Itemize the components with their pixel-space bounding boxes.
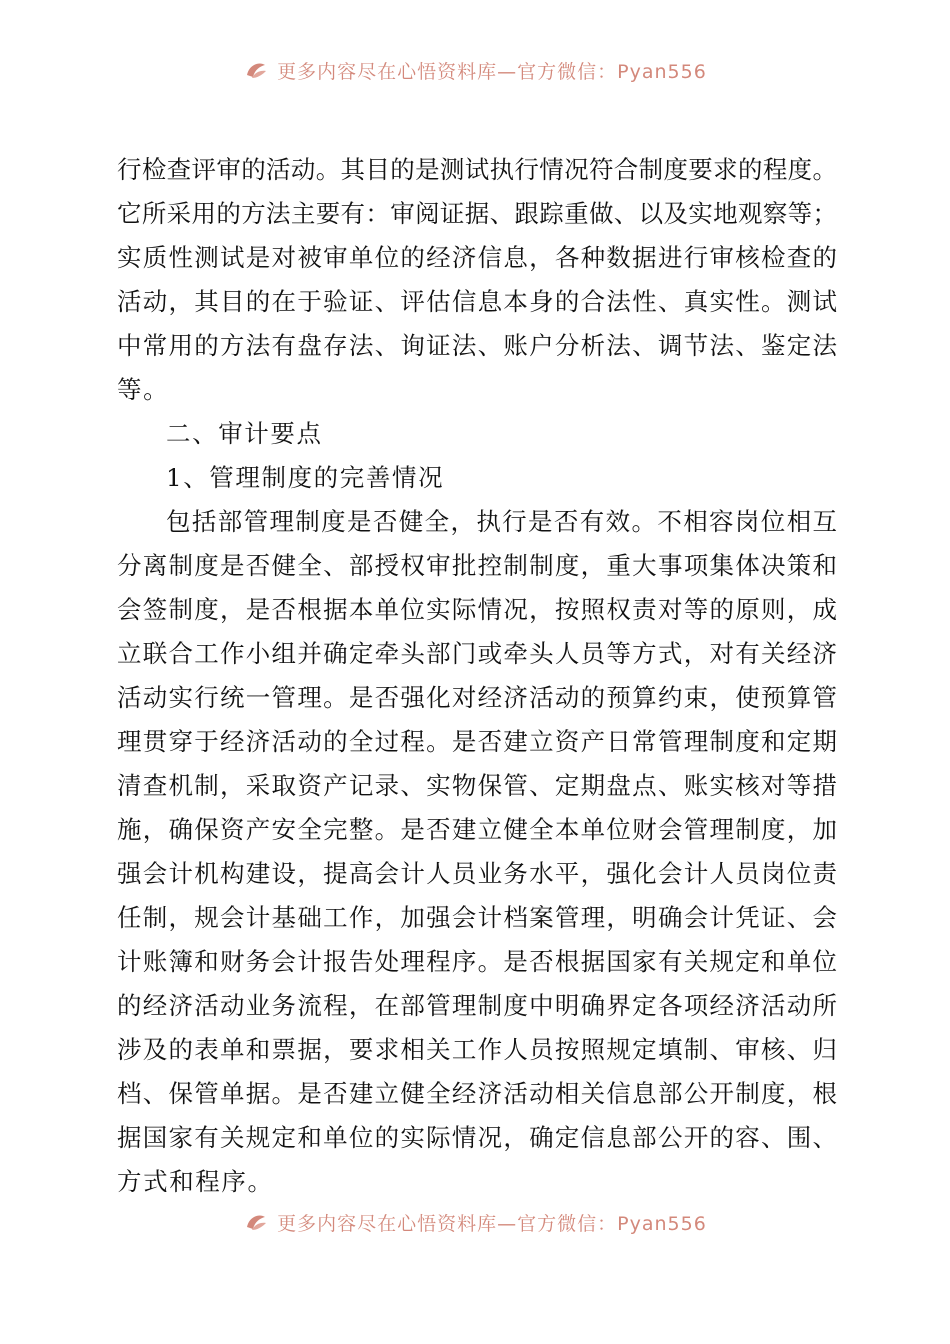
paragraph-line: 施，确保资产安全完整。是否建立健全本单位财会管理制度，加	[117, 815, 837, 844]
paragraph-line: 行检查评审的活动。其目的是测试执行情况符合制度要求的程度。	[117, 155, 837, 184]
paragraph-line: 等。	[117, 375, 170, 404]
watermark-text: 更多内容尽在心悟资料库—官方微信：Pyan556	[277, 1212, 707, 1235]
paragraph-line: 它所采用的方法主要有：审阅证据、跟踪重做、以及实地观察等；	[117, 199, 837, 228]
paragraph-line: 立联合工作小组并确定牵头部门或牵头人员等方式，对有关经济	[117, 639, 837, 668]
section-heading: 二、审计要点	[166, 419, 323, 448]
watermark-text: 更多内容尽在心悟资料库—官方微信：Pyan556	[277, 60, 707, 83]
paragraph-line: 分离制度是否健全、部授权审批控制制度，重大事项集体决策和	[117, 551, 837, 580]
paragraph-line: 包括部管理制度是否健全，执行是否有效。不相容岗位相互	[166, 507, 837, 536]
logo-icon	[243, 1209, 269, 1235]
paragraph-line: 档、保管单据。是否建立健全经济活动相关信息部公开制度，根	[117, 1079, 837, 1108]
paragraph-line: 据国家有关规定和单位的实际情况，确定信息部公开的容、围、	[117, 1123, 837, 1152]
paragraph-line: 计账簿和财务会计报告处理程序。是否根据国家有关规定和单位	[117, 947, 837, 976]
paragraph-line: 理贯穿于经济活动的全过程。是否建立资产日常管理制度和定期	[117, 727, 837, 756]
paragraph-line: 中常用的方法有盘存法、询证法、账户分析法、调节法、鉴定法	[117, 331, 837, 360]
document-body	[117, 148, 837, 1204]
watermark-header	[0, 50, 950, 90]
watermark-footer	[0, 1202, 950, 1242]
paragraph-line: 会签制度，是否根据本单位实际情况，按照权责对等的原则，成	[117, 595, 837, 624]
paragraph-line: 任制，规会计基础工作，加强会计档案管理，明确会计凭证、会	[117, 903, 837, 932]
paragraph-line: 的经济活动业务流程，在部管理制度中明确界定各项经济活动所	[117, 991, 837, 1020]
paragraph-line: 涉及的表单和票据，要求相关工作人员按照规定填制、审核、归	[117, 1035, 837, 1064]
paragraph-line: 实质性测试是对被审单位的经济信息，各种数据进行审核检查的	[117, 243, 837, 272]
paragraph-line: 方式和程序。	[117, 1167, 274, 1196]
paragraph-line: 活动，其目的在于验证、评估信息本身的合法性、真实性。测试	[117, 287, 837, 316]
subsection-heading: 1、管理制度的完善情况	[166, 463, 445, 492]
paragraph-line: 活动实行统一管理。是否强化对经济活动的预算约束，使预算管	[117, 683, 837, 712]
logo-icon	[243, 57, 269, 83]
paragraph-line: 清查机制，采取资产记录、实物保管、定期盘点、账实核对等措	[117, 771, 837, 800]
paragraph-line: 强会计机构建设，提高会计人员业务水平，强化会计人员岗位责	[117, 859, 837, 888]
